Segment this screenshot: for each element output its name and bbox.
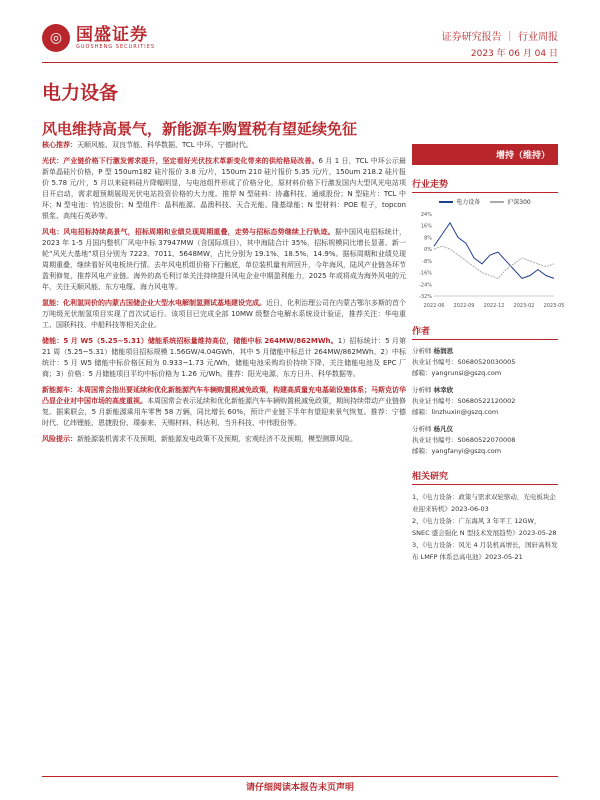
trend-title: 行业走势 [412,177,558,193]
y-tick-label: -32% [419,294,432,300]
related-item[interactable]: 1、《电力设备：政策与需求双轮驱动，光电板块企业迎来转机》2023-06-03 [412,493,556,513]
logo-name-cn: 国盛证券 [76,25,148,45]
logo-name-en: GUOSHENG SECURITIES [76,44,156,50]
report-headline: 风电维持高景气，新能源车购置税有望延续免征 [42,120,358,138]
y-tick-label: 16% [420,223,432,230]
y-tick-label: -24% [419,282,432,289]
authors-title: 作者 [412,324,558,340]
legend-item-index: 沪深300 [490,197,530,206]
chart-legend [412,197,558,206]
sidebar [412,144,565,563]
footer-note: 请仔细阅读本报告末页声明 [245,783,354,793]
rating-badge: 增持（维持） [412,144,558,165]
author-item: 分析师 杨凡仪 执业证书编号：S0680522070008 邮箱：yangfanyi@gszq.com [412,425,516,455]
related-item[interactable]: 2、《电力设备：广东海风 3 年平工 12GW，SNEC 盛会强化 N 型技术发展趋势》2023-05-28 [412,517,557,537]
x-tick-label: 2023-02 [513,303,535,309]
paragraph-storage: 储能：5 月 W5（5.25~5.31）储能系统招标量维持高位，储能中标 264MW/862MWh。1）招标统计：5 月第 21 周（5.25~5.31）储能项目招标规模 1.56GW/4.04GWh，其中 5 月储能中标总计 264MW/862MWh。2）中标统计：5 月 W5 储能中标价格区间为 0.933~1.73 元/Wh，储能电池采购均价持续下降，关注储能电池及 EPC 厂商；3）价格：5 月储能项目平均中标价格为 1.26 元/Wh。推荐：阳光电源、东方日升、科华数据等。 [42,337,406,378]
company-logo [42,24,155,52]
x-tick-label: 2022-09 [453,303,475,309]
related-item[interactable]: 3、《电力设备：风光 4 月装机高增长，国轩高科发布 LMFP 体系总高电池》2023-05-21 [412,541,558,561]
y-tick-label: -8% [422,258,432,265]
paragraph-risk: 风险提示：新能源装机需求不及预期，新能源发电政策不及预期，宏观经济不及预期，模型测算风险。 [42,435,357,443]
report-type: 证券研究报告 ｜ 行业周报 [441,32,558,43]
related-title: 相关研究 [412,469,558,485]
author-item: 分析师 杨润思 执业证书编号：S0680520030005 邮箱：yangrunsi@gszq.com [412,347,516,377]
industry-title: 电力设备 [42,82,119,104]
y-tick-label: -16% [419,270,432,277]
y-tick-label: 8% [424,235,432,242]
author-item: 分析师 林幸欣 执业证书编号：S0680522120002 邮箱：linzhuxin@gszq.com [412,386,516,416]
legend-item-sector: 电力设备 [439,197,480,206]
x-tick-label: 2023-05 [543,303,565,309]
y-tick-label: 0% [424,247,432,254]
paragraph-core: 核心推荐：天顺风能、双良节能、科华数据、TCL 中环、宁德时代。 [42,141,253,149]
paragraph-pv: 光伏：产业链价格下行激发需求提升，坚定看好光伏技术革新变化带来的供给格局改善。6 月 1 日，TCL 中环公示最新单晶硅片价格，P 型 150um182 硅片报价 3.8 元/片，150um 210 硅片报价 5.35 元/片，150um 218.2 硅片报价 5.78 元/片，5 月以来硅料硅片降幅明显，与电池组件形成了价格分化，原材料价格下行激发国内大型风光电站项目开启动，需求超预期展现光伏电站投资价格的大力度。推荐 N 型硅料：协鑫科技、通威股份；N 型硅片：TCL 中环；N 型电池：钧达股份；N 型组件：晶科能源、晶澳科技、天合光能、隆基绿能；N 型材料：POE 粒子，topcon 银浆、高纯石英砂等。 [42,157,407,220]
x-tick-label: 2022-06 [423,303,445,309]
logo-icon: ◎ [42,24,70,52]
header-divider [42,62,558,63]
x-tick-label: 2022-12 [483,303,505,309]
related-list [412,491,558,563]
report-body [42,140,406,760]
trend-chart [412,210,565,310]
series-line-1 [434,246,554,278]
footer-divider [42,776,558,777]
paragraph-ev: 新能源车：本周国常会指出要延续和优化新能源汽车车辆购置税减免政策，构建高质量充电基础设施体系；马斯克访华凸显企业对中国市场的高度重视。本周国常会表示延续和优化新能源汽车车辆购置税减免政策，期间持续带动产业链修复。据乘联会，5 月新能源乘用车零售 58 万辆，同比增长 60%，预计产业链下半年有望迎来景气恢复。推荐：宁德时代、亿纬锂能、恩捷股份、璞泰来、天赐材料、科达利、当升科技、中伟股份等。 [42,386,406,427]
paragraph-wind: 风电：风电招标持续高景气，招标周期和业绩兑现周期重叠，走势与招标态势继续上行轨迹。据中国风电招标统计，2023 年 1-5 月国内整机厂风电中标 37947MW（含国际项目），其中海陆合计 35%，招标规模同比增长显著。新一轮“风光大基地”项目分别为 7223、7011、5648MW，占比分别为 19.1%、18.5%、14.9%。据标周期和业绩兑现周期重叠，继续看好风电板块行情。去年风电机组价格下行触底，单位装机量有所回升，今年海风，陆风产业链各环节盈利修复，推荐风电产业链。海外的高毛利订单关注持续提升风电企业中期盈利能力，2025 年或将成为海外风电的元年，关注天顺风能、东方电缆、海力风电等。 [42,228,407,291]
report-date: 2023 年 06 月 04 日 [470,49,558,59]
y-tick-label: 24% [420,212,432,218]
paragraph-hydrogen: 氢能：化利氢同价的内蒙古国储企业大型水电解制氢测试基地建设完成。近日，化利治理公司在内蒙古鄂尔多斯的首个万吨级光伏制氢项目实现了首次试运行。该项目已完成全部 10MW 级整合电解水系统设计验证，推荐关注：华电重工、国联科技、中船科技等相关企业。 [42,299,406,329]
